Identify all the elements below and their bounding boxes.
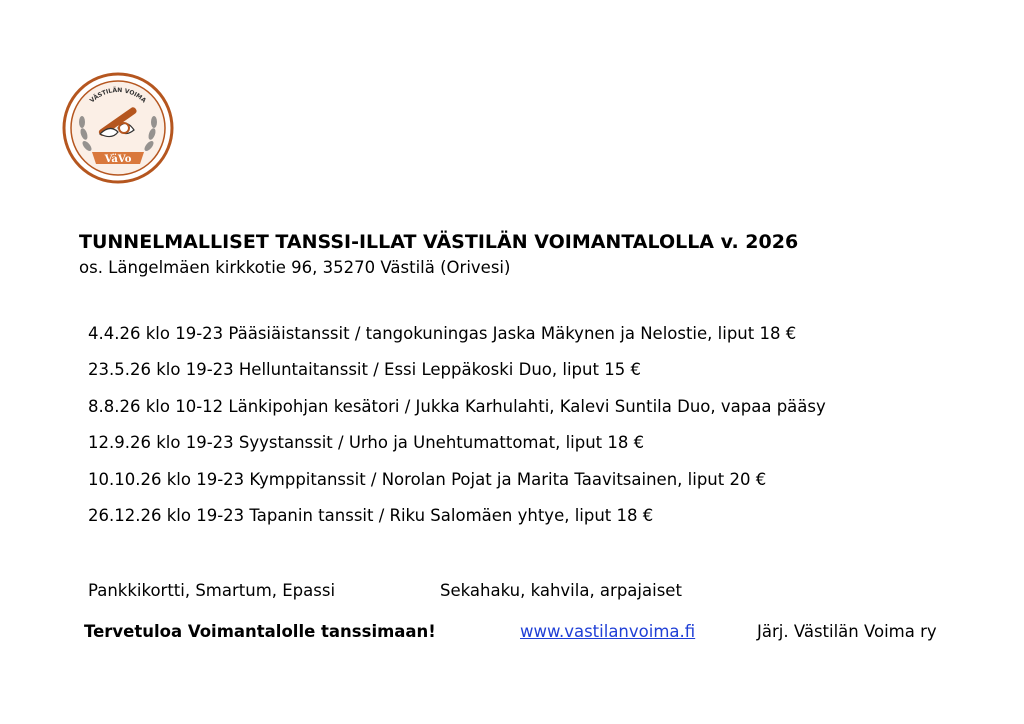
club-logo — [62, 72, 174, 184]
event-list — [88, 322, 826, 540]
list-item: 12.9.26 klo 19-23 Syystanssit / Urho ja Unehtumattomat, liput 18 € — [88, 433, 645, 453]
logo-text: VäVo — [104, 154, 132, 165]
list-item: 10.10.26 klo 19-23 Kymppitanssit / Norolan Pojat ja Marita Taavitsainen, liput 20 € — [88, 469, 767, 489]
club-seal-icon — [62, 72, 174, 184]
venue-address: os. Längelmäen kirkkotie 96, 35270 Västilä (Orivesi) — [79, 258, 511, 277]
list-item: 8.8.26 klo 10-12 Länkipohjan kesätori / Jukka Karhulahti, Kalevi Suntila Duo, vapaa pääsy — [88, 396, 826, 416]
list-item: 23.5.26 klo 19-23 Helluntaitanssit / Essi Leppäkoski Duo, liput 15 € — [88, 360, 641, 380]
logo-ring-text: VÄSTILÄN VOIMA — [88, 86, 148, 105]
welcome-text: Tervetuloa Voimantalolle tanssimaan! — [84, 622, 436, 641]
list-item: 4.4.26 klo 19-23 Pääsiäistanssit / tangokuningas Jaska Mäkynen ja Nelostie, liput 18 € — [88, 324, 797, 343]
event-extras: Sekahaku, kahvila, arpajaiset — [440, 581, 682, 600]
list-item: 26.12.26 klo 19-23 Tapanin tanssit / Riku Salomäen yhtye, liput 18 € — [88, 505, 654, 525]
organizer-text: Järj. Västilän Voima ry — [757, 622, 937, 641]
payment-methods: Pankkikortti, Smartum, Epassi — [88, 581, 336, 600]
website-link[interactable]: www.vastilanvoima.fi — [520, 622, 696, 641]
page-title: TUNNELMALLISET TANSSI-ILLAT VÄSTILÄN VOIMANTALOLLA v. 2026 — [79, 231, 799, 253]
